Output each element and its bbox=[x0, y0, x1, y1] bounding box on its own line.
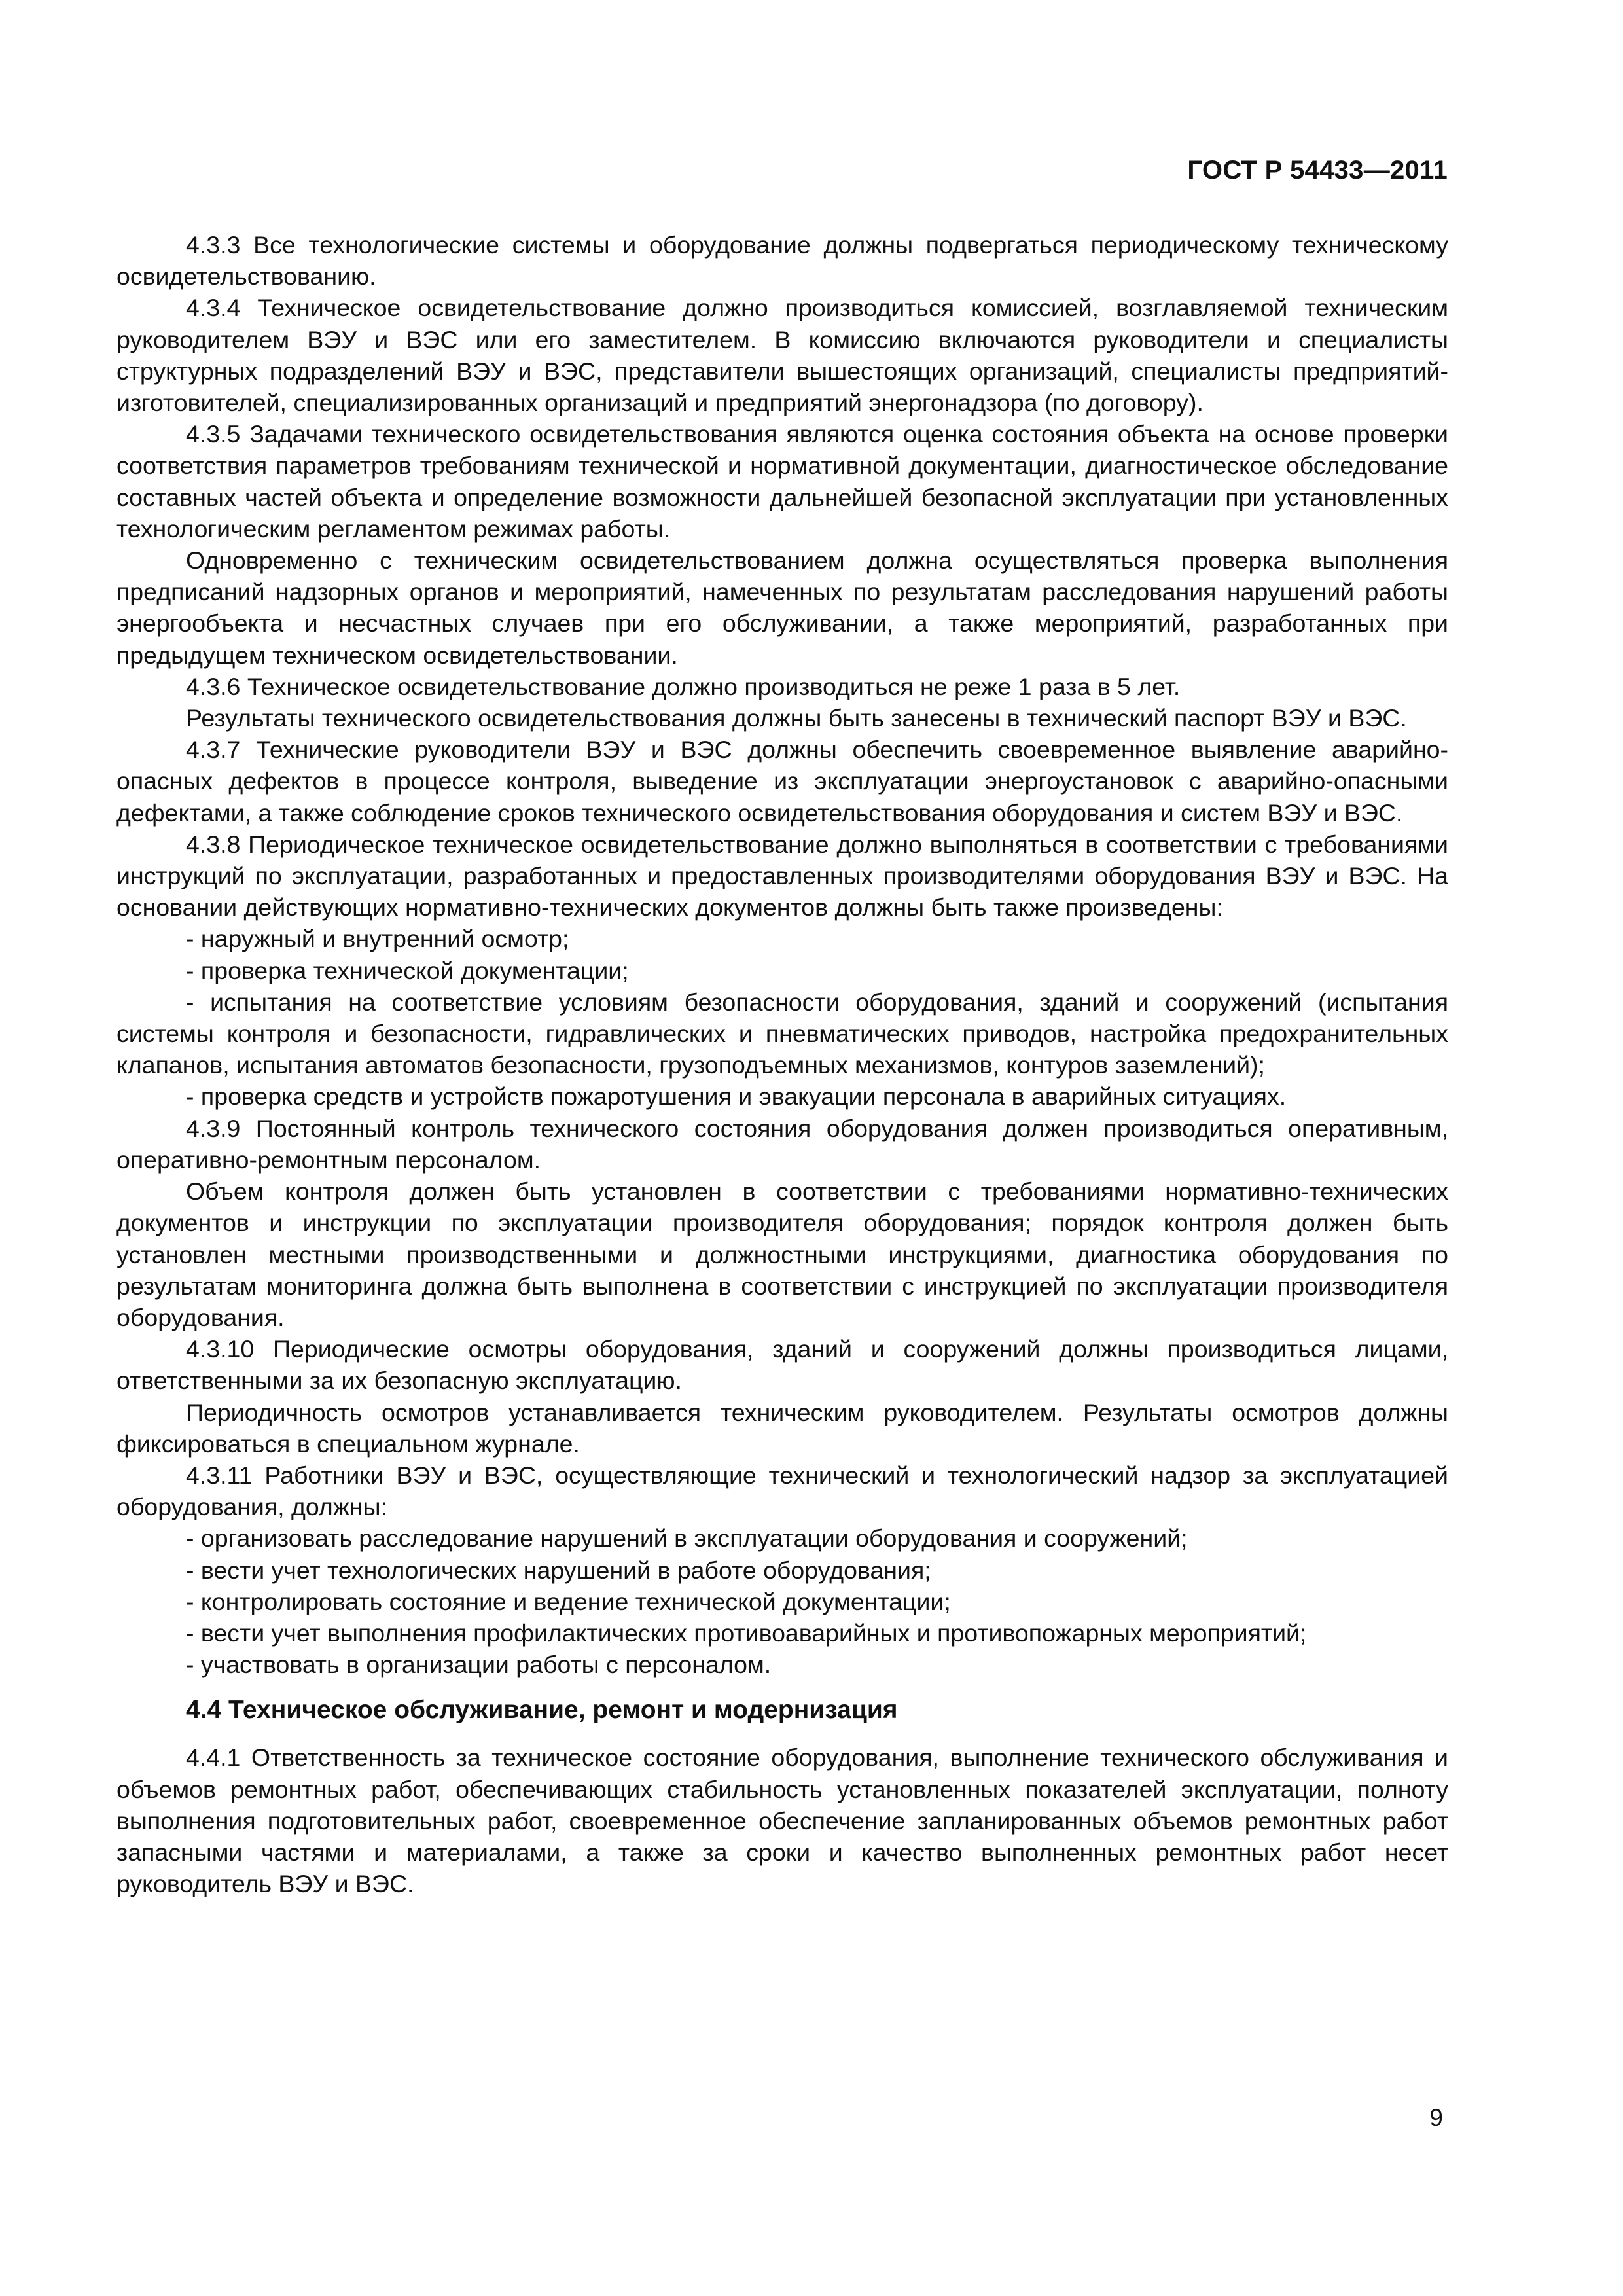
list-item: - наружный и внутренний осмотр; bbox=[186, 925, 569, 953]
paragraph-4-3-10-continued: Периодичность осмотров устанавливается техническим руководителем. Результаты осмотров должны фиксироваться в специальном журнале. bbox=[116, 1398, 1448, 1458]
paragraph-4-3-9-continued: Объем контроля должен быть установлен в соответствии с требованиями нормативно-технических документов и инструкции по эксплуатации производителя оборудования; порядок контроля должен быть установлен местными производственными и должностными инструкциями, диагностика оборудования по результатам мониторинга должна быть выполнена в соответствии с инструкцией по эксплуатации производителя оборудования. bbox=[116, 1177, 1448, 1331]
paragraph-4-3-10: 4.3.10 Периодические осмотры оборудования, зданий и сооружений должны производиться лицами, ответственными за их безопасную эксплуатацию. bbox=[116, 1335, 1448, 1395]
list-item: - контролировать состояние и ведение технической документации; bbox=[186, 1587, 951, 1615]
paragraph-4-3-3: 4.3.3 Все технологические системы и оборудование должны подвергаться периодическому техническому освидетельствованию. bbox=[116, 231, 1448, 291]
paragraph-4-3-5-continued: Одновременно с техническим освидетельствованием должна осуществляться проверка выполнения предписаний надзорных органов и мероприятий, намеченных по результатам расследования нарушений работы энергообъекта и несчастных случаев при его обслуживании, а также мероприятий, разработанных при предыдущем техническом освидетельствовании. bbox=[116, 547, 1448, 669]
paragraph-4-3-5: 4.3.5 Задачами технического освидетельствования являются оценка состояния объекта на основе проверки соответствия параметров требованиям технической и нормативной документации, диагностическое обследование составных частей объекта и определение возможности дальнейшей безопасной эксплуатации при установленных технологическим регламентом режимах работы. bbox=[116, 420, 1448, 543]
section-title-4-4: 4.4 Техническое обслуживание, ремонт и модернизация bbox=[186, 1696, 898, 1725]
page-number: 9 bbox=[1429, 2104, 1443, 2131]
paragraph-4-4-1: 4.4.1 Ответственность за техническое состояние оборудования, выполнение технического обслуживания и объемов ремонтных работ, обеспечивающих стабильность установленных показателей эксплуатации, полноту выполнения подготовительных работ, своевременное обеспечение запланированных объемов ремонтных работ запасными частями и материалами, а также за сроки и качество выполненных ремонтных работ несет руководитель ВЭУ и ВЭС. bbox=[116, 1744, 1448, 1898]
list-item: - организовать расследование нарушений в эксплуатации оборудования и сооружений; bbox=[186, 1524, 1188, 1552]
document-body bbox=[116, 229, 1448, 1899]
list-item: - проверка технической документации; bbox=[186, 956, 629, 984]
list-item: - испытания на соответствие условиям безопасности оборудования, зданий и сооружений (испытания системы контроля и безопасности, гидравлических и пневматических приводов, настройка предохранительных клапанов, испытания автоматов безопасности, грузоподъемных механизмов, контуров заземлений); bbox=[116, 988, 1448, 1079]
list-item: - участвовать в организации работы с персоналом. bbox=[186, 1651, 772, 1679]
list-item: - вести учет выполнения профилактических противоаварийных и противопожарных мероприятий; bbox=[186, 1619, 1307, 1647]
paragraph-4-3-6: 4.3.6 Техническое освидетельствование должно производиться не реже 1 раза в 5 лет. bbox=[186, 672, 1181, 700]
paragraph-4-3-4: 4.3.4 Техническое освидетельствование должно производиться комиссией, возглавляемой техническим руководителем ВЭУ и ВЭС или его заместителем. В комиссию включаются руководители и специалисты структурных подразделений ВЭУ и ВЭС, представители вышестоящих организаций, специалисты предприятий-изготовителей, специализированных организаций и предприятий энергонадзора (по договору). bbox=[116, 294, 1448, 417]
paragraph-4-3-7: 4.3.7 Технические руководители ВЭУ и ВЭС должны обеспечить своевременное выявление аварийно-опасных дефектов в процессе контроля, выведение из эксплуатации энергоустановок с аварийно-опасными дефектами, а также соблюдение сроков технического освидетельствования оборудования и систем ВЭУ и ВЭС. bbox=[116, 736, 1448, 827]
paragraph-4-3-9: 4.3.9 Постоянный контроль технического состояния оборудования должен производиться оперативным, оперативно-ремонтным персоналом. bbox=[116, 1114, 1448, 1174]
list-item: - проверка средств и устройств пожаротушения и эвакуации персонала в аварийных ситуациях. bbox=[186, 1083, 1287, 1111]
paragraph-4-3-8: 4.3.8 Периодическое техническое освидетельствование должно выполняться в соответствии с требованиями инструкций по эксплуатации, разработанных и предоставленных производителями оборудования ВЭУ и ВЭС. На основании действующих нормативно-технических документов должны быть также произведены: bbox=[116, 830, 1448, 922]
list-item: - вести учет технологических нарушений в работе оборудования; bbox=[186, 1556, 931, 1584]
paragraph-4-3-6-continued: Результаты технического освидетельствования должны быть занесены в технический паспорт ВЭУ и ВЭС. bbox=[186, 704, 1407, 732]
paragraph-4-3-11: 4.3.11 Работники ВЭУ и ВЭС, осуществляющие технический и технологический надзор за эксплуатацией оборудования, должны: bbox=[116, 1461, 1448, 1521]
document-code-header: ГОСТ Р 54433—2011 bbox=[1187, 156, 1448, 185]
